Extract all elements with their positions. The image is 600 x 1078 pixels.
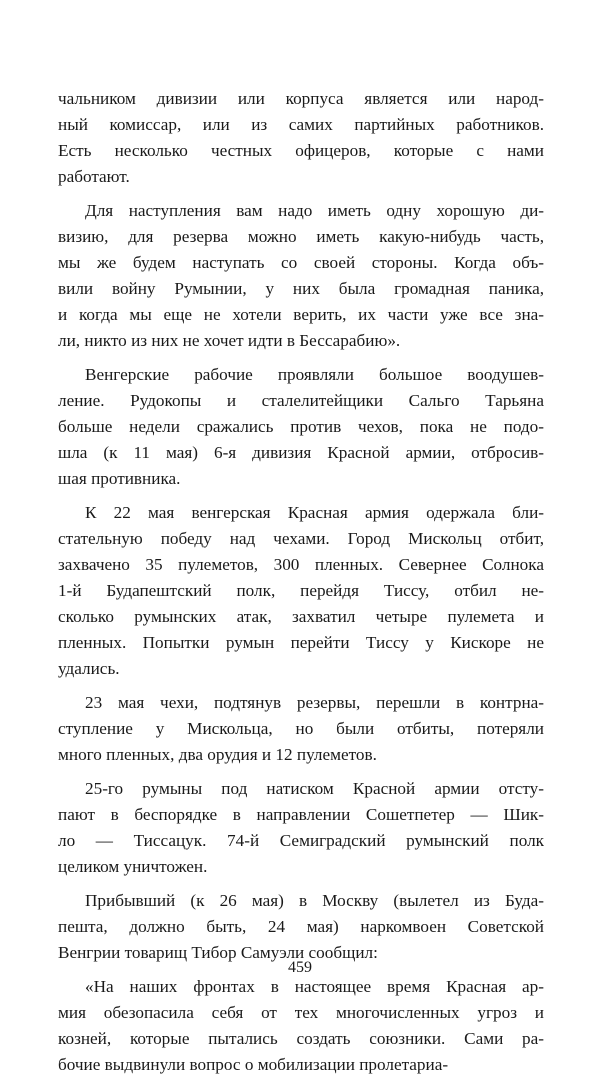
text-line: шая противника. [58, 469, 181, 488]
text-line: больше недели сражались против чехов, пока не подо- [58, 417, 544, 436]
text-line: бочие выдвинули вопрос о мобилизации пролетариа- [58, 1055, 449, 1074]
text-line: стательную победу над чехами. Город Мискольц отбит, [58, 529, 544, 548]
text-line: Есть несколько честных офицеров, которые с нами [58, 141, 544, 160]
text-line: К 22 мая венгерская Красная армия одержала бли- [85, 503, 544, 522]
text-line: Венгерские рабочие проявляли большое воодушев- [85, 365, 544, 384]
text-line: шла (к 11 мая) 6-я дивизия Красной армии, отбросив- [58, 443, 544, 462]
paragraph-gap [58, 190, 544, 198]
text-line: сколько румынских атак, захватил четыре пулемета и [58, 607, 544, 626]
text-line: целиком уничтожен. [58, 857, 208, 876]
text-line: ный комиссар, или из самих партийных работников. [58, 115, 544, 134]
paragraph-gap [58, 768, 544, 776]
text-line: ло — Тиссацук. 74-й Семиградский румынский полк [58, 831, 544, 850]
text-line: чальником дивизии или корпуса является или народ- [58, 89, 544, 108]
text-line: пают в беспорядке в направлении Сошетпетер — Шик- [58, 805, 544, 824]
paragraph [58, 86, 544, 190]
paragraph [58, 500, 544, 682]
text-line: Венгрии товарищ Тибор Самуэли сообщил: [58, 943, 378, 962]
text-line: удались. [58, 659, 120, 678]
text-line: ступление у Мискольца, но были отбиты, потеряли [58, 719, 544, 738]
paragraph [58, 974, 544, 1078]
text-line: ли, никто из них не хочет идти в Бессарабию». [58, 331, 401, 350]
text-line: 25-го румыны под натиском Красной армии отсту- [85, 779, 544, 798]
text-line: мы же будем наступать со своей стороны. Когда объ- [58, 253, 544, 272]
page-body [58, 86, 544, 1078]
text-line: мия обезопасила себя от тех многочисленных угроз и [58, 1003, 544, 1022]
paragraph [58, 776, 544, 880]
text-line: Прибывший (к 26 мая) в Москву (вылетел из Буда- [85, 891, 544, 910]
text-line: визию, для резерва можно иметь какую-нибудь часть, [58, 227, 544, 246]
paragraph [58, 690, 544, 768]
paragraph-gap [58, 492, 544, 500]
text-line: ление. Рудокопы и сталелитейщики Сальго Тарьяна [58, 391, 544, 410]
paragraph [58, 888, 544, 966]
text-line: «На наших фронтах в настоящее время Красная ар- [85, 977, 544, 996]
text-line: работают. [58, 167, 130, 186]
text-line: Для наступления вам надо иметь одну хорошую ди- [85, 201, 544, 220]
text-line: 1-й Будапештский полк, перейдя Тиссу, отбил не- [58, 581, 544, 600]
text-line: 23 мая чехи, подтянув резервы, перешли в контрна- [85, 693, 544, 712]
text-line: вили войну Румынии, у них была громадная паника, [58, 279, 544, 298]
text-line: много пленных, два орудия и 12 пулеметов. [58, 745, 377, 764]
text-line: и когда мы еще не хотели верить, их части уже все зна- [58, 305, 544, 324]
paragraph-gap [58, 880, 544, 888]
paragraph [58, 198, 544, 354]
text-line: пленных. Попытки румын перейти Тиссу у Кискоре не [58, 633, 544, 652]
paragraph-gap [58, 682, 544, 690]
text-line: козней, которые пытались создать союзники. Сами ра- [58, 1029, 544, 1048]
paragraph [58, 362, 544, 492]
page-number: 459 [288, 959, 312, 976]
text-line: пешта, должно быть, 24 мая) наркомвоен Советской [58, 917, 544, 936]
paragraph-gap [58, 354, 544, 362]
text-line: захвачено 35 пулеметов, 300 пленных. Севернее Солнока [58, 555, 544, 574]
